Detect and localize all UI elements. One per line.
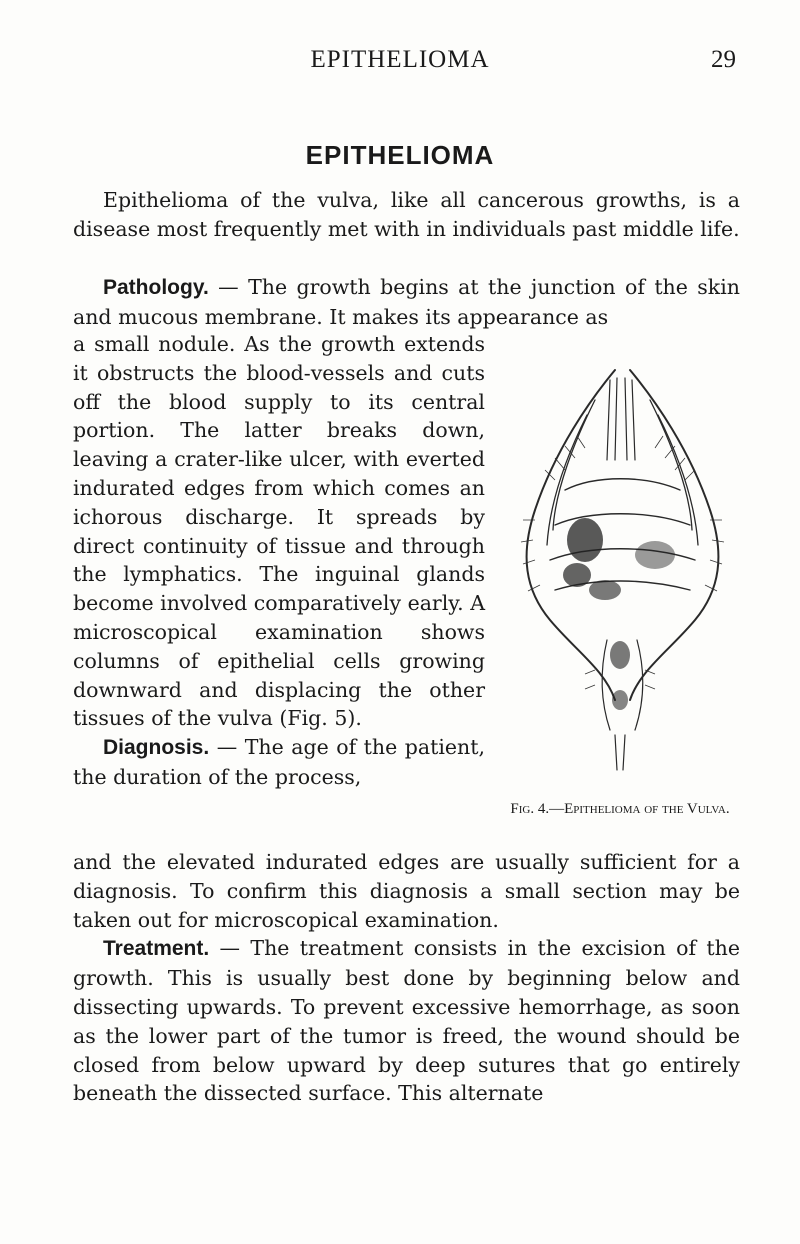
diagnosis-heading: Diagnosis. [103,736,210,760]
pathology-dash: — [208,275,249,299]
pathology-first-line-text: The growth begins at the junction of the skin and mucous membrane. It makes its appearance as [73,275,740,329]
treatment-text: The treatment consists in the excision of the growth. This is usually best done by beginning below and dissecting upwards. To prevent excessive hemorrhage, as soon as the lower part of the tumor is freed, the wound should be closed from below upward by deep sutures that go entirely beneath the dissected surface. This alternate [73,936,740,1106]
page-number: 29 [711,46,736,73]
diagnosis-wrapped-text: The age of the patient, the duration of the process, [73,735,485,789]
diagnosis-rest-text: and the elevated indurated edges are usually sufficient for a diagnosis. To confirm this diagnosis a small section may be taken out for microscopical examination. [73,850,740,932]
figure-caption: Fig. 4.—Epithelioma of the Vulva. [510,801,730,817]
figure-illustration [495,340,745,780]
intro-text: Epithelioma of the vulva, like all cancerous growths, is a disease most frequently met with in individuals past middle life. [73,188,740,241]
pathology-wrapped-paragraph [73,330,485,792]
treatment-heading: Treatment. [103,937,210,961]
pathology-wrapped-text: a small nodule. As the growth extends it obstructs the blood-vessels and cuts off the blood supply to its central portion. The latter breaks down, leaving a crater-like ulcer, with everted indurated edges from which comes an ichorous discharge. It spreads by direct continuity of tissue and through the lymphatics. The inguinal glands become involved comparatively early. A microscopical examination shows columns of epithelial cells growing downward and displacing the other tissues of the vulva (Fig. 5). [73,332,485,731]
vulva-illustration [495,340,745,780]
treatment-dash: — [209,936,251,961]
running-head [0,46,800,80]
intro-paragraph [73,186,740,244]
pathology-first-line [73,273,740,332]
diagnosis-rest-paragraph [73,848,740,1108]
section-title: EPITHELIOMA [305,140,495,170]
running-title: EPITHELIOMA [310,46,490,73]
pathology-heading: Pathology. [103,276,209,299]
diagnosis-dash: — [209,735,245,760]
